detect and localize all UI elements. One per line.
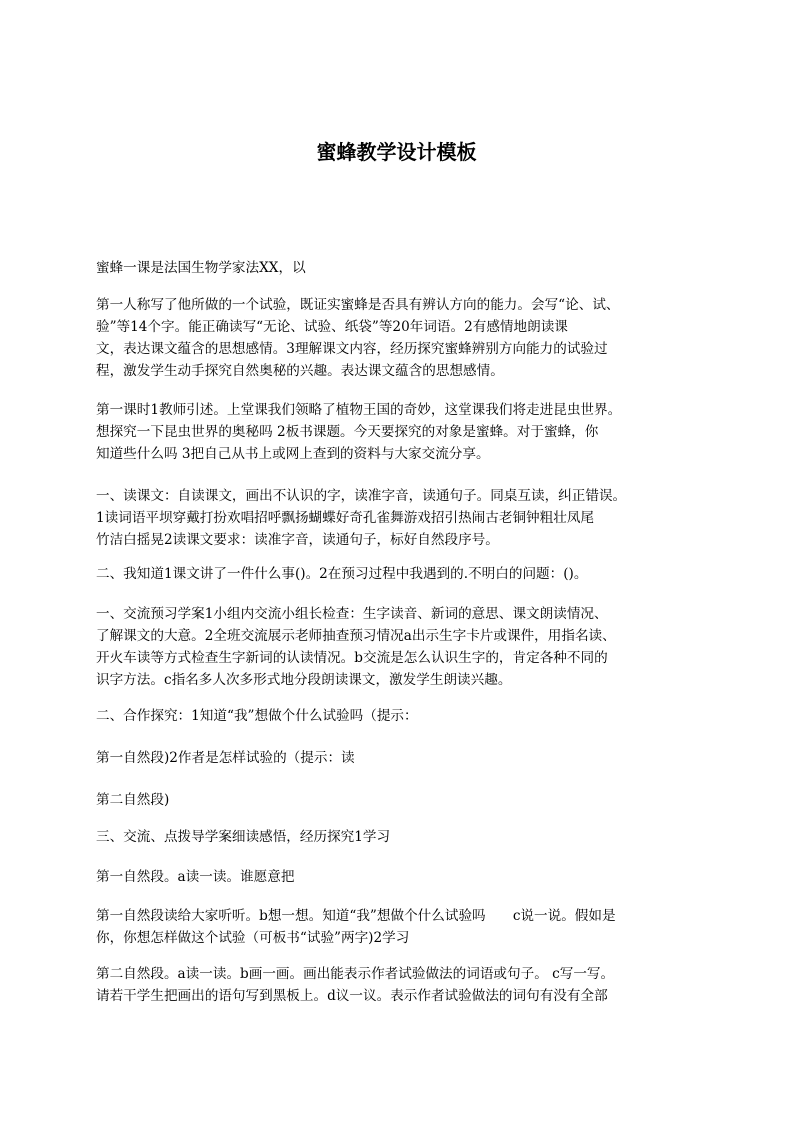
text-line: 1读词语平坝穿戴打扮欢唱招呼飘扬蝴蝶好奇孔雀舞游戏招引热闹古老铜钟粗壮凤尾 [96,510,595,526]
text-line: 二、我知道1课文讲了一件什么事()。2在预习过程中我遇到的.不明白的问题：()。 [96,566,588,582]
paragraph-i-know [96,563,726,585]
paragraph-objectives [96,294,726,382]
paragraph-intro [96,257,726,279]
paragraph-exchange [96,603,726,691]
paragraph-guide [96,826,726,848]
text-line: 第一自然段读给大家听听。b想一想。知道“我”想做个什么试验吗 c说一说。假如是 [96,908,616,924]
text-line: 第一自然段。a读一读。谁愿意把 [96,869,295,885]
text-line: 开火车读等方式检查生字新词的认读情况。b交流是怎么认识生字的，肯定各种不同的 [96,650,608,666]
text-line: 你，你想怎样做这个试验（可板书“试验”两字)2学习 [96,930,410,946]
paragraph-para1-read [96,866,726,888]
paragraph-lesson1 [96,399,726,465]
text-line: 第一人称写了他所做的一个试验，既证实蜜蜂是否具有辨认方向的能力。会写“论、试、 [96,297,620,313]
text-line: 竹洁白摇晃2读课文要求：读准字音，读通句子，标好自然段序号。 [96,532,499,548]
paragraph-para2-read [96,963,726,1007]
text-line: 知道些什么吗 3把自己从书上或网上查到的资料与大家交流分享。 [96,446,490,462]
text-line: 程，激发学生动手探究自然奥秘的兴趣。表达课文蕴含的思想感情。 [96,363,504,379]
paragraph-para1-read-aloud [96,905,726,949]
document-title: 蜜蜂教学设计模板 [316,140,477,164]
text-line: 了解课文的大意。2全班交流展示老师抽查预习情况a出示生字卡片或课件，用指名读、 [96,628,616,644]
text-line: 蜜蜂一课是法国生物学家法XX，以 [96,260,306,276]
text-line: 第二自然段) [96,792,170,808]
text-line: 一、交流预习学案1小组内交流小组长检查：生字读音、新词的意思、课文朗读情况、 [96,606,608,622]
text-line: 第二自然段。a读一读。b画一画。画出能表示作者试验做法的词语或句子。 c写一写。 [96,966,615,982]
text-line: 第一课时1教师引述。上堂课我们领略了植物王国的奇妙，这堂课我们将走进昆虫世界。 [96,402,622,418]
text-line: 文，表达课文蕴含的思想感情。3理解课文内容，经历探究蜜蜂辨别方向能力的试验过 [96,341,608,357]
text-line: 识字方法。c指名多人次多形式地分段朗读课文，激发学生朗读兴趣。 [96,672,512,688]
text-line: 想探究一下昆虫世界的奥秘吗 2板书课题。今天要探究的对象是蜜蜂。对于蜜蜂，你 [96,424,599,440]
text-line: 验”等14个字。能正确读写“无论、试验、纸袋”等20年词语。2有感情地朗读课 [96,319,568,335]
paragraph-para2 [96,789,726,811]
text-line: 三、交流、点拨导学案细读感悟，经历探究1学习 [96,829,391,845]
text-line: 二、合作探究：1知道“我”想做个什么试验吗（提示： [96,708,418,724]
paragraph-para1-how [96,747,726,769]
text-line: 一、读课文：自读课文，画出不认识的字，读准字音，读通句子。同桌互读，纠正错误。 [96,488,627,504]
paragraph-cooperate [96,705,726,727]
paragraph-read-text [96,485,726,551]
text-line: 第一自然段)2作者是怎样试验的（提示：读 [96,750,355,766]
text-line: 请若干学生把画出的语句写到黑板上。d议一议。表示作者试验做法的词句有没有全部 [96,988,608,1004]
